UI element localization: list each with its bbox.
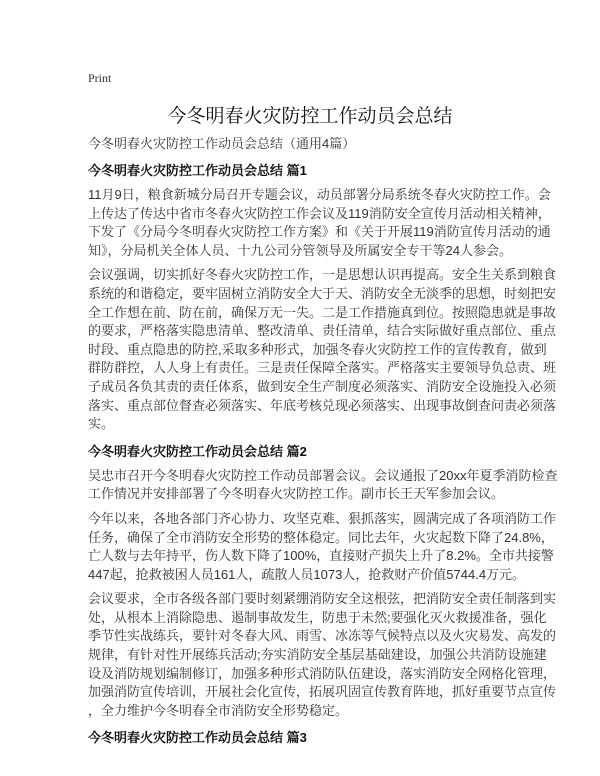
- paragraph-line: 会议强调，切实抓好冬春火灾防控工作，一是思想认识再提高。安全生关系到粮食: [88, 267, 557, 283]
- paragraph: [88, 186, 551, 260]
- section-heading: 今冬明春火灾防控工作动员会总结 篇2: [88, 443, 307, 459]
- paragraph-line: 任务，确保了全市消防安全形势的整体稳定。同比去年，火灾起数下降了24.8%，: [88, 529, 554, 545]
- document-title: 今冬明春火灾防控工作动员会总结: [167, 106, 453, 127]
- paragraph-line: 吴忠市召开今冬明春火灾防控工作动员部署会议。会议通报了20xx年夏季消防检查: [88, 467, 558, 483]
- paragraph-line: 知》，分局机关全体人员、十九公司分管领导及所属安全专干等24人参会。: [88, 242, 512, 258]
- paragraph-line: 亡人数与去年持平，伤人数下降了100%，直接财产损失上升了8.2%。全市共接警: [88, 548, 554, 564]
- paragraph-line: 群防群控，人人身上有责任。三是责任保障全落实。严格落实主要领导负总责、班: [88, 360, 557, 376]
- paragraph-line: 规律，有针对性开展练兵活动;夯实消防安全基层基础建设，加强公共消防设施建: [88, 647, 547, 663]
- paragraph-line: 处，从根本上消除隐患、遏制事故发生，防患于未然;要强化灭火救援准备，强化: [88, 609, 547, 625]
- paragraph-line: 季节性实战练兵，要针对冬春大风、雨雪、冰冻等气候特点以及火灾易发、高发的: [88, 628, 557, 644]
- paragraph-line: 加强消防宣传培训，开展社会化宣传，拓展巩固宣传教育阵地，抓好重要节点宣传: [88, 684, 557, 700]
- print-label: Print: [88, 71, 112, 85]
- sections-container: [88, 162, 558, 747]
- paragraph-line: 系统的和谐稳定，要牢固树立消防安全大于天、消防安全无淡季的思想，时刻把安: [88, 285, 557, 301]
- paragraph-line: 下发了《分局今冬明春火灾防控工作方案》和《关于开展119消防宣传月活动的通: [88, 224, 551, 240]
- document-page: [88, 70, 558, 747]
- paragraph: [88, 266, 557, 433]
- section-heading: 今冬明春火灾防控工作动员会总结 篇3: [88, 730, 307, 746]
- paragraph-line: 的要求，严格落实隐患清单、整改清单、责任清单，结合实际做好重点部位、重点: [88, 323, 557, 339]
- section-heading: 今冬明春火灾防控工作动员会总结 篇1: [88, 163, 307, 178]
- paragraph-line: 时段、重点隐患的防控,采取多种形式，加强冬春火灾防控工作的宣传教育，做到: [88, 341, 547, 357]
- paragraph: [88, 590, 557, 720]
- paragraph-line: 今年以来，各地各部门齐心协力、攻坚克难、狠抓落实，圆满完成了各项消防工作: [88, 510, 557, 526]
- paragraph-line: 全工作想在前、防在前，确保万无一失。二是工作措施真到位。按照隐患就是事故: [88, 304, 557, 320]
- paragraph-line: 子成员各负其责的责任体系，做到安全生产制度必须落实、消防安全设施投入必须: [88, 378, 557, 394]
- paragraph-line: 会议要求，全市各级各部门要时刻紧绷消防安全这根弦，把消防安全责任制落到实: [88, 591, 557, 607]
- paragraph-line: 447起，抢救被困人员161人，疏散人员1073人，抢救财产价值5744.4万元。: [88, 566, 526, 582]
- paragraph: [88, 510, 557, 584]
- paragraph: [88, 467, 558, 504]
- paragraph-line: 实。: [88, 416, 115, 432]
- paragraph-line: 落实、重点部位督查必须落实、年底考核兑现必须落实、出现事故倒查问责必须落: [88, 397, 557, 413]
- paragraph-line: 上传达了传达中省市冬春火灾防控工作会议及119消防安全宣传月活动相关精神，: [88, 205, 551, 221]
- paragraph-line: 工作情况并安排部署了今冬明春火灾防控工作。副市长王天军参加会议。: [88, 486, 505, 502]
- paragraph-line: ，全力维护今冬明春全市消防安全形势稳定。: [88, 702, 349, 718]
- paragraph-line: 设及消防规划编制修订，加强多种形式消防队伍建设，落实消防安全网格化管理，: [88, 665, 557, 681]
- paragraph-line: 11月9日，粮食新城分局召开专题会议，动员部署分局系统冬春火灾防控工作。会: [88, 187, 551, 202]
- document-subtitle: 今冬明春火灾防控工作动员会总结（通用4篇）: [88, 136, 356, 151]
